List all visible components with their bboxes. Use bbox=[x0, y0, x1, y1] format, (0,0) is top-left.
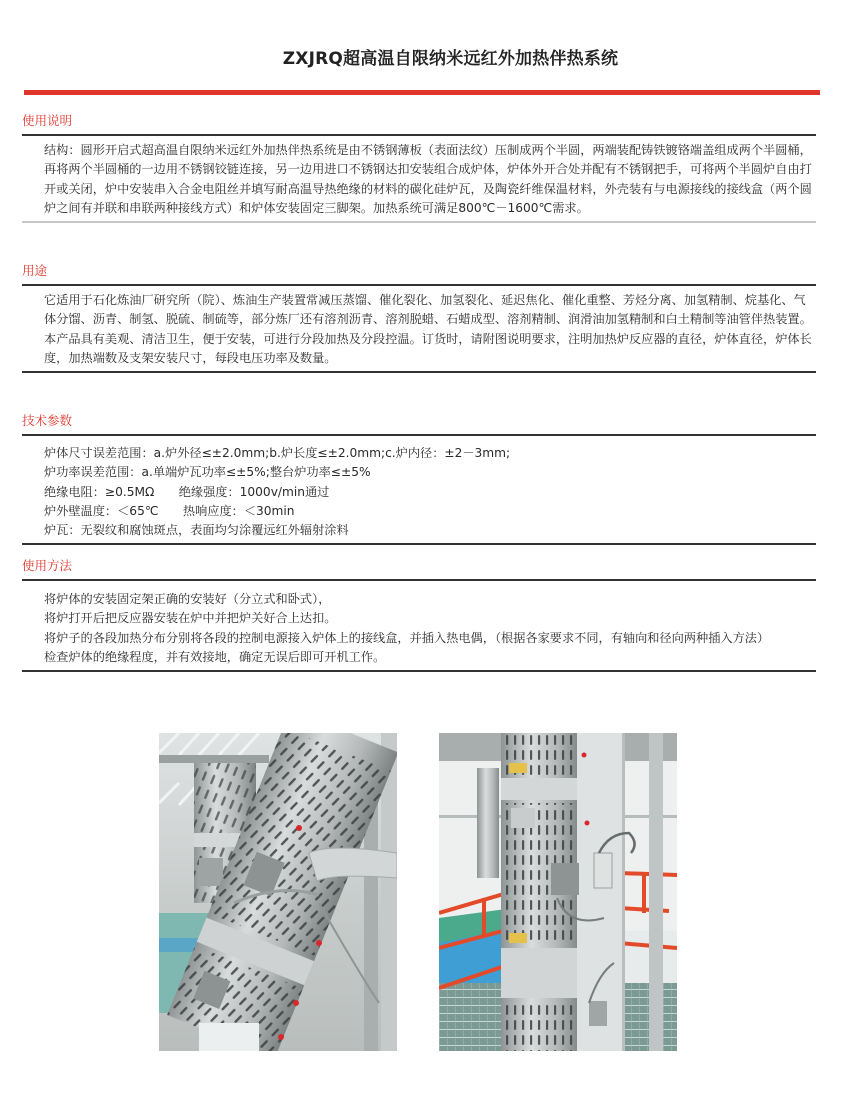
section-heading: 技术参数 bbox=[22, 413, 73, 428]
page-title: ZXJRQ超高温自限纳米远红外加热伴热系统 bbox=[282, 49, 619, 69]
step: 将炉打开后把反应器安装在炉中并把炉关好合上达扣。 bbox=[44, 611, 337, 626]
spec-line: 炉功率误差范围：a.单端炉瓦功率≤±5%;整台炉功率≤±5% bbox=[44, 465, 371, 480]
section-heading: 使用方法 bbox=[22, 558, 73, 573]
paragraph: 它适用于石化炼油厂研究所（院）、炼油生产装置常减压蒸馏、催化裂化、加氢裂化、延迟焦化、催化重整、芳烃分离、加氢精制、烷基化、气体分馏、沥青、制氢、脱硫、制硫等，部分炼厂还有溶剂沥青、溶剂脱蜡、石蜡成型、溶剂精制、润滑油加氢精制和白土精制等油管伴热装置。 bbox=[44, 293, 812, 327]
paragraph: 本产品具有美观、清洁卫生，便于安装，可进行分段加热及分段控温。订货时，请附图说明要求，注明加热炉反应器的直径，炉体直径，炉体长度，加热端数及支架安装尺寸，每段电压功率及数量。 bbox=[44, 331, 812, 365]
section-end-divider bbox=[22, 221, 816, 223]
section-body bbox=[22, 286, 816, 368]
spec-line: 炉体尺寸误差范围：a.炉外径≤±2.0mm;b.炉长度≤±2.0mm;c.炉内径：±2－3mm; bbox=[44, 446, 511, 460]
section-body bbox=[22, 581, 816, 667]
section-usage bbox=[22, 557, 816, 672]
section-instructions bbox=[22, 112, 816, 223]
section-end-divider bbox=[22, 371, 816, 373]
section-specifications bbox=[22, 412, 816, 545]
spec-line: 炉瓦：无裂纹和腐蚀斑点，表面均匀涂覆远红外辐射涂料 bbox=[44, 523, 349, 538]
heater-photo-vertical bbox=[439, 733, 677, 1051]
title-accent-bar bbox=[24, 90, 820, 95]
step: 将炉子的各段加热分布分别将各段的控制电源接入炉体上的接线盒，并插入热电偶，（根据各家要求不同，有轴向和径向两种插入方法） bbox=[44, 630, 770, 645]
section-applications bbox=[22, 262, 816, 373]
section-end-divider bbox=[22, 670, 816, 672]
paragraph: 结构：圆形开启式超高温自限纳米远红外加热伴热系统是由不锈钢薄板（表面法纹）压制成两个半圆，两端装配铸铁镀铬端盖组成两个半圆桶，再将两个半圆桶的一边用不锈钢铰链连接，另一边用进口不锈钢达扣安装组合成炉体，炉体外开合处并配有不锈钢把手，可将两个半圆炉自由打开或关闭，炉中安装串入合金电阻丝并填写耐高温导热绝缘的材料的碳化硅炉瓦，及陶瓷纤维保温材料，外壳装有与电源接线的接线盒（两个圆炉之间有并联和串联两种接线方式）和炉体安装固定三脚架。加热系统可满足800℃－1600℃需求。 bbox=[44, 143, 812, 215]
spec-line: 绝缘电阻：≥0.5MΩ 绝缘强度：1000v/min通过 bbox=[44, 484, 330, 499]
section-body bbox=[22, 436, 816, 540]
photo-gallery bbox=[0, 733, 841, 1051]
step: 检查炉体的绝缘程度，并有效接地，确定无误后即可开机工作。 bbox=[44, 649, 386, 664]
spec-line: 炉外壁温度：＜65℃ 热响应度：＜30min bbox=[44, 503, 295, 518]
section-end-divider bbox=[22, 543, 816, 545]
heater-photo-inclined bbox=[159, 733, 397, 1051]
section-body bbox=[22, 136, 816, 218]
section-heading: 用途 bbox=[22, 263, 48, 278]
step: 将炉体的安装固定架正确的安装好（分立式和卧式）， bbox=[44, 592, 331, 606]
section-heading: 使用说明 bbox=[22, 113, 73, 128]
